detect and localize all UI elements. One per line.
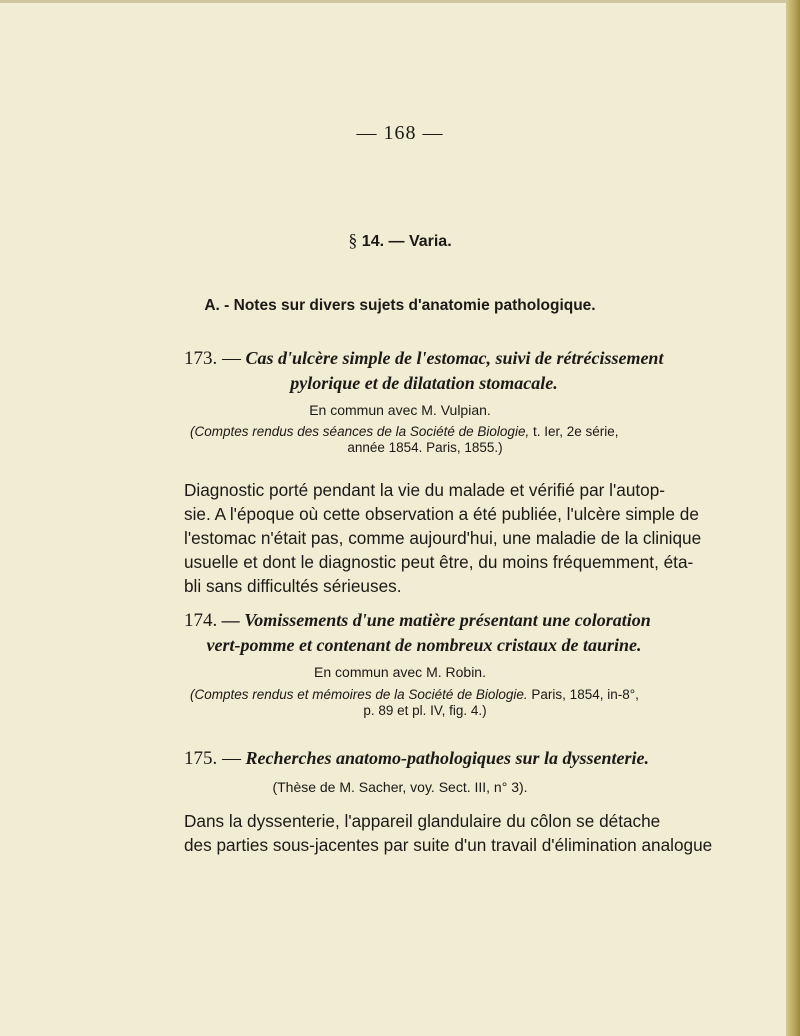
entry-173-ref-line2: année 1854. Paris, 1855.) [347, 440, 503, 455]
paragraph-line: bli sans difficultés sérieuses. [184, 576, 402, 596]
entry-173-title-line1: Cas d'ulcère simple de l'estomac, suivi de rétrécissement [245, 348, 664, 368]
entry-173-title [184, 346, 664, 396]
paragraph-line: des parties sous-jacentes par suite d'un travail d'élimination analogue [184, 835, 713, 855]
entry-173-ref-italic: (Comptes rendus des séances de la Société de Biologie, [190, 424, 530, 439]
entry-173-ref-plain: t. Ier, 2e série, [529, 424, 619, 439]
entry-173-title-line2: pylorique et de dilatation stomacale. [290, 373, 558, 393]
subheading: A. - Notes sur divers sujets d'anatomie pathologique. [204, 297, 596, 314]
page-number: — 168 — [356, 122, 444, 144]
section-label: — Varia. [388, 233, 452, 250]
entry-175-number: 175. — [184, 748, 241, 769]
entry-173-number: 173. — [184, 348, 241, 369]
section-symbol: § [348, 230, 358, 250]
entry-174-ref-line2: p. 89 et pl. IV, fig. 4.) [363, 703, 487, 718]
paragraph-173 [184, 478, 702, 598]
entry-174-title-line2: vert-pomme et contenant de nombreux cristaux de taurine. [206, 635, 642, 655]
section-number: 14. [361, 233, 385, 250]
paragraph-line: sie. A l'époque où cette observation a été publiée, l'ulcère simple de [184, 504, 699, 524]
entry-174-number: 174. [184, 610, 218, 631]
page-top-edge [0, 0, 788, 3]
entry-174-title [184, 608, 664, 658]
entry-175-title [184, 746, 664, 771]
entry-174-title-line1: — Vomissements d'une matière présentant une coloration [221, 610, 651, 630]
entry-174-ref-plain: Paris, 1854, in-8°, [527, 687, 639, 702]
section-heading [0, 230, 800, 251]
entry-173-reference [190, 424, 660, 456]
paragraph-175 [184, 809, 713, 857]
paragraph-line: usuelle et dont le diagnostic peut être, du moins fréquemment, éta- [184, 552, 694, 572]
entry-174-ref-italic: (Comptes rendus et mémoires de la Société de Biologie. [190, 687, 528, 702]
entry-175-collab: (Thèse de M. Sacher, voy. Sect. III, n° 3). [272, 779, 528, 795]
entry-175-title-line1: Recherches anatomo-pathologiques sur la dyssenterie. [245, 748, 650, 768]
paragraph-line: l'estomac n'était pas, comme aujourd'hui, une maladie de la clinique [184, 528, 702, 548]
paragraph-line: Diagnostic porté pendant la vie du malade et vérifié par l'autop- [184, 480, 665, 500]
entry-174-reference [190, 687, 660, 719]
paragraph-line: Dans la dyssenterie, l'appareil glandulaire du côlon se détache [184, 811, 661, 831]
entry-173-collab: En commun avec M. Vulpian. [309, 402, 491, 418]
book-edge [786, 0, 800, 1036]
entry-174-collab: En commun avec M. Robin. [314, 664, 486, 680]
